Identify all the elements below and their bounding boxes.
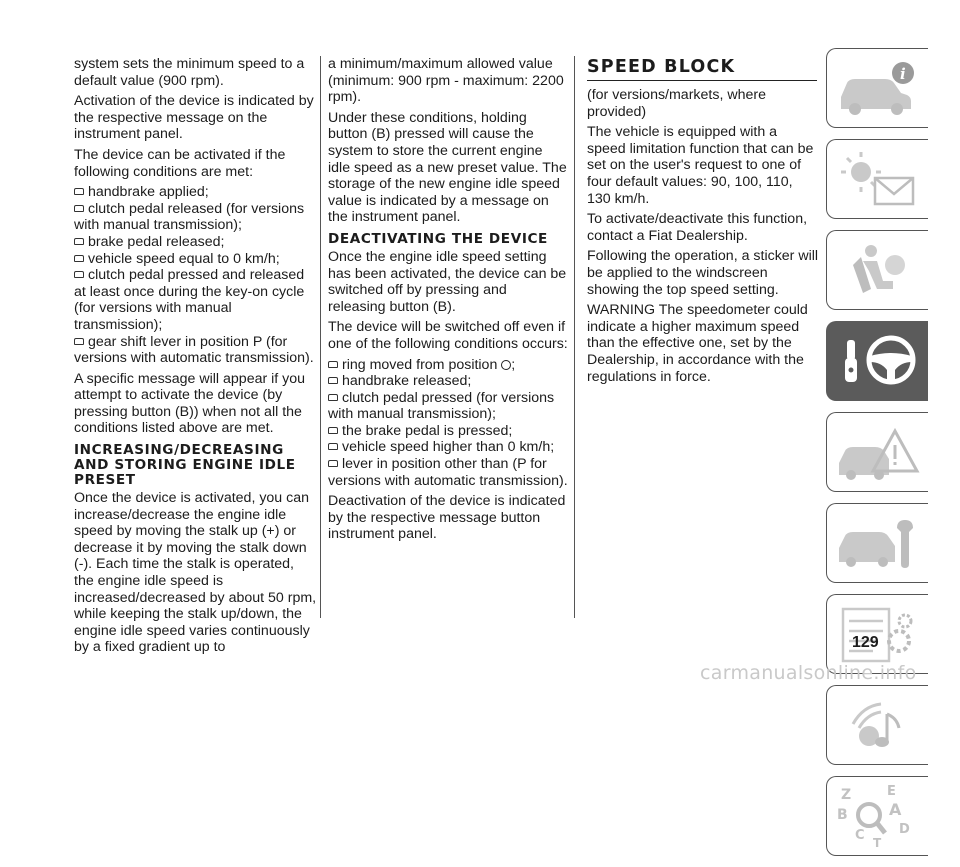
- index-letter: Z: [841, 787, 852, 803]
- tab-index[interactable]: [826, 776, 928, 856]
- list-item: [328, 357, 568, 374]
- list-item: [74, 201, 317, 234]
- key-steering-wheel-icon: [833, 326, 925, 398]
- tab-emergency[interactable]: [826, 412, 928, 492]
- list-item-text: clutch pedal released (for versions with manual transmission);: [74, 200, 305, 234]
- list-item-text: clutch pedal pressed and released at least once during the key-on cycle (for versions with manual transmission);: [74, 267, 305, 333]
- bullet-icon: [328, 443, 338, 450]
- tab-multimedia[interactable]: [826, 685, 928, 765]
- chapter-tabs: [826, 48, 928, 867]
- page-title: SPEED BLOCK: [587, 57, 736, 77]
- section-heading: INCREASING/DECREASING AND STORING ENGINE IDLE PRESET: [74, 442, 296, 489]
- tab-starting-driving[interactable]: [826, 321, 928, 401]
- tab-safety[interactable]: [826, 230, 928, 310]
- text-column-1: [74, 56, 317, 660]
- tab-maintenance[interactable]: [826, 503, 928, 583]
- multimedia-icon: [833, 690, 925, 762]
- car-warning-icon: [833, 417, 925, 489]
- bullet-icon: [74, 188, 84, 195]
- tab-warning-lights[interactable]: [826, 139, 928, 219]
- list-item: [74, 251, 317, 268]
- index-letter: T: [873, 836, 882, 850]
- bullet-list: [74, 184, 317, 367]
- watermark: carmanualsonline.info: [700, 662, 917, 684]
- list-item-text: ring moved from position: [342, 356, 498, 373]
- list-item: [328, 456, 568, 489]
- list-item: [74, 234, 317, 251]
- list-item-punct: ;: [511, 356, 516, 373]
- list-item-text: vehicle speed equal to 0 km/h;: [88, 250, 280, 267]
- list-item-text: handbrake released;: [342, 373, 472, 390]
- list-item-text: lever in position other than (P for versions with automatic transmission).: [328, 456, 568, 489]
- list-item: [74, 334, 317, 367]
- car-settings-icon: [833, 599, 925, 671]
- warning-paragraph: WARNING The speedometer could indicate a higher maximum speed than the effective one, set by the Dealership, in accordance with the regulations in force.: [587, 302, 808, 385]
- paragraph: The vehicle is equipped with a speed limitation function that can be set on the user's request to one of four default values: 90, 100, 110, 130 km/h.: [587, 124, 814, 207]
- index-icon: [833, 781, 925, 853]
- paragraph: The device will be switched off even if one of the following conditions occurs:: [328, 319, 568, 352]
- page-number: 129: [852, 634, 879, 651]
- bullet-icon: [74, 238, 84, 245]
- bullet-icon: [328, 377, 338, 384]
- bullet-icon: [328, 361, 338, 368]
- index-letter: E: [887, 784, 896, 799]
- svg-text:i: i: [900, 65, 906, 83]
- text-column-3: [587, 56, 819, 389]
- list-item: [328, 423, 568, 440]
- paragraph: To activate/deactivate this function, contact a Fiat Dealership.: [587, 211, 808, 244]
- paragraph: Once the device is activated, you can increase/decrease the engine idle speed by moving the stalk up (+) or decrease it by moving the stalk down (-). Each time the stalk is operated, the engine idle speed is increased/decreased by about 50 rpm, while keeping the stalk up/down, the engine idle speed varies continuously by a fixed gradient up to: [74, 490, 317, 656]
- list-item-text: gear shift lever in position P (for versions with automatic transmission).: [74, 333, 314, 367]
- bullet-icon: [74, 255, 84, 262]
- bullet-icon: [328, 427, 338, 434]
- list-item: [328, 439, 568, 456]
- list-item-text: handbrake applied;: [88, 184, 209, 201]
- column-divider: [320, 56, 321, 618]
- list-item-text: brake pedal released;: [88, 233, 225, 250]
- list-item-text: clutch pedal pressed (for versions with manual transmission);: [328, 389, 555, 423]
- paragraph: Following the operation, a sticker will be applied to the windscreen showing the top speed setting.: [587, 248, 819, 298]
- airbag-icon: [833, 235, 925, 307]
- bullet-icon: [74, 271, 84, 278]
- paragraph: system sets the minimum speed to a default value (900 rpm).: [74, 56, 305, 89]
- car-info-icon: [833, 53, 925, 125]
- index-letter: A: [889, 800, 902, 819]
- paragraph: a minimum/maximum allowed value (minimum: 900 rpm - maximum: 2200 rpm).: [328, 56, 564, 106]
- heading-rule: [587, 56, 817, 81]
- paragraph: Deactivation of the device is indicated by the respective message button instrument panel.: [328, 493, 566, 543]
- list-item: [328, 373, 568, 390]
- list-item: [328, 390, 568, 423]
- car-wrench-icon: [833, 508, 925, 580]
- bullet-icon: [328, 460, 338, 467]
- bullet-icon: [74, 205, 84, 212]
- paragraph: The device can be activated if the following conditions are met:: [74, 146, 286, 180]
- bullet-icon: [74, 338, 84, 345]
- text-column-2: [328, 56, 568, 547]
- index-letter: D: [899, 822, 910, 837]
- bullet-list: [328, 357, 568, 490]
- index-letter: B: [837, 807, 848, 823]
- paragraph: A specific message will appear if you attempt to activate the device (by pressing button (B)) when not all the conditions listed above are met.: [74, 370, 306, 437]
- list-item-text: vehicle speed higher than 0 km/h;: [342, 439, 555, 456]
- bullet-icon: [328, 394, 338, 401]
- tab-car-info[interactable]: [826, 48, 928, 128]
- column-divider: [574, 56, 575, 618]
- paragraph: Once the engine idle speed setting has been activated, the device can be switched off by pressing and releasing button (B).: [328, 248, 567, 315]
- list-item: [74, 267, 317, 333]
- list-item: [74, 184, 317, 201]
- list-item-text: the brake pedal is pressed;: [342, 422, 513, 439]
- paragraph: (for versions/markets, where provided): [587, 87, 766, 120]
- ring-position-icon: [501, 360, 511, 370]
- paragraph: Activation of the device is indicated by the respective message on the instrument panel.: [74, 93, 314, 143]
- paragraph: Under these conditions, holding button (B) pressed will cause the system to store the current engine idle speed as a new preset value. The storage of the new engine idle speed value is indicated by a message on the instrument panel.: [328, 109, 567, 226]
- warning-lights-icon: [833, 144, 925, 216]
- index-letter: C: [855, 828, 865, 843]
- section-heading: DEACTIVATING THE DEVICE: [328, 230, 548, 247]
